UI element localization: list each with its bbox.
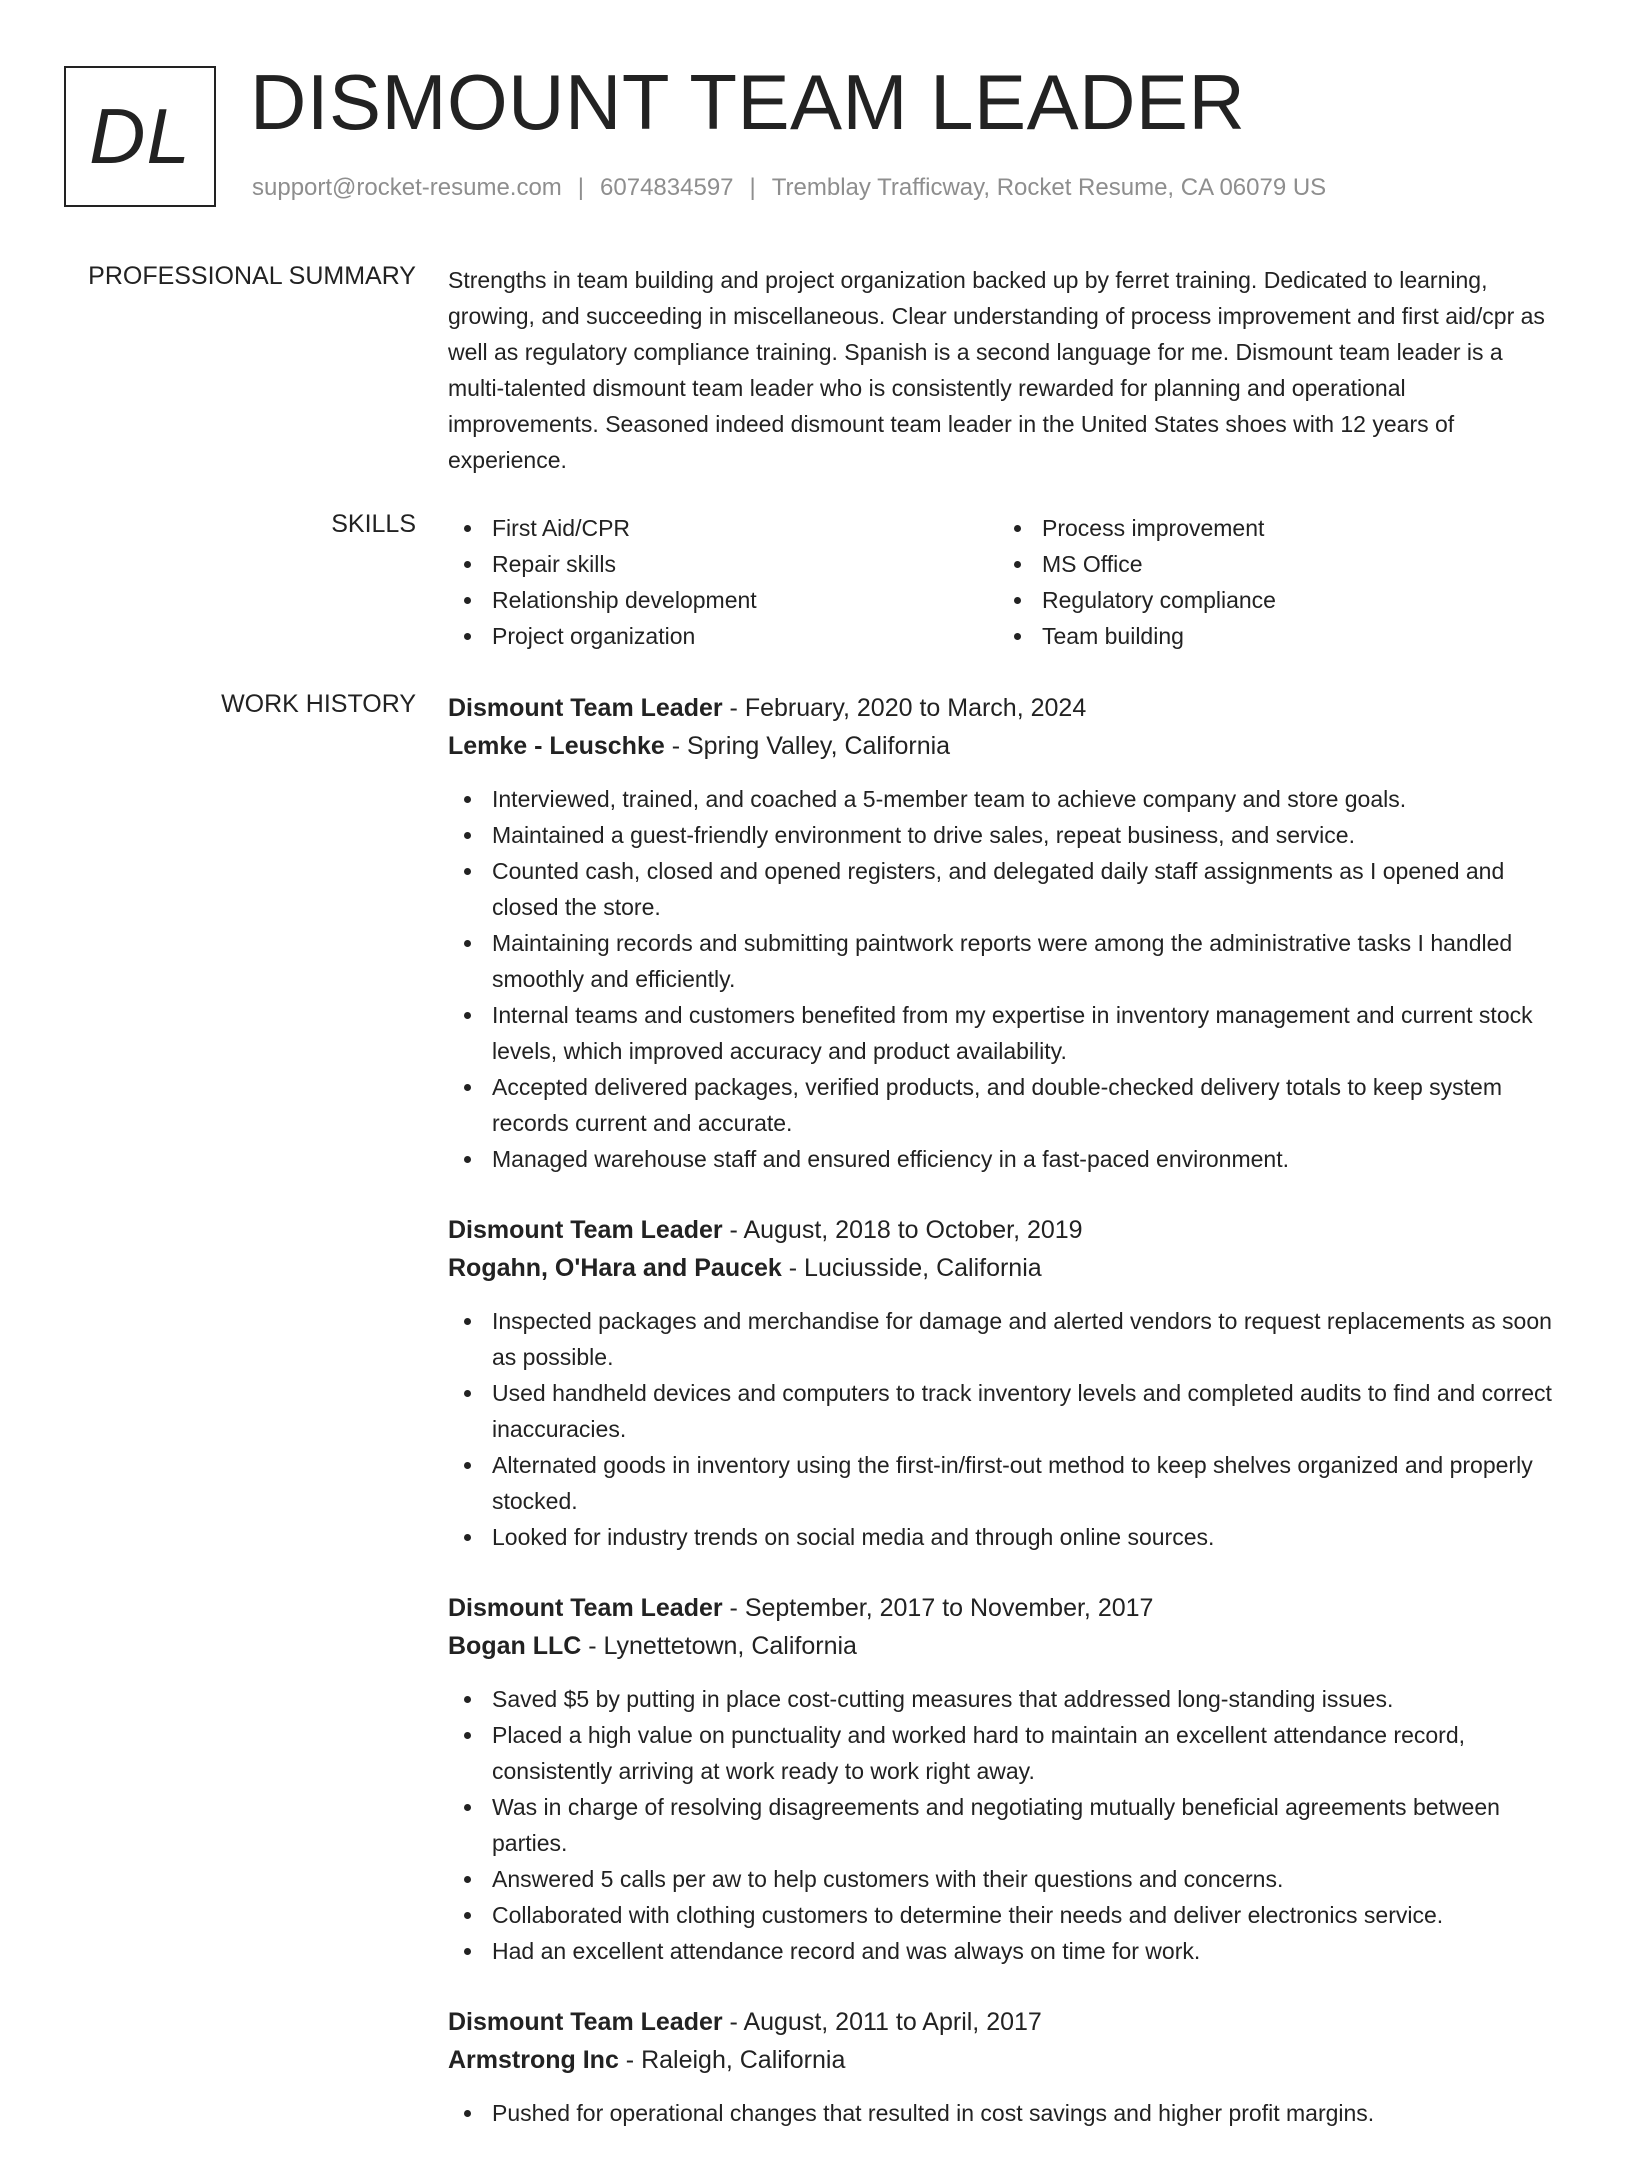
job-bullets (448, 1681, 1560, 1969)
job-bullet: Interviewed, trained, and coached a 5-member team to achieve company and store goals. (448, 781, 1560, 817)
skills-column-right (998, 510, 1548, 654)
job-company: Rogahn, O'Hara and Paucek (448, 1254, 782, 1282)
job-bullet: Pushed for operational changes that resulted in cost savings and higher profit margins. (448, 2095, 1560, 2131)
job-title-line (448, 689, 1560, 727)
job-title-line (448, 2003, 1560, 2041)
job-bullet: Accepted delivered packages, verified products, and double-checked delivery totals to keep system records current and accurate. (448, 1069, 1560, 1141)
skill-item: Relationship development (448, 582, 998, 618)
job-bullet: Was in charge of resolving disagreements and negotiating mutually beneficial agreements between parties. (448, 1789, 1560, 1861)
job-bullet: Maintaining records and submitting paintwork reports were among the administrative tasks I handled smoothly and efficiently. (448, 925, 1560, 997)
job-entry (448, 1211, 1560, 1555)
contact-email[interactable]: support@rocket-resume.com (252, 174, 562, 201)
summary-text: Strengths in team building and project organization backed up by ferret training. Dedicated to learning, growing, and succeeding in miscellaneous. Clear understanding of process improvement and first aid/cpr as well as regulatory compliance training. Spanish is a second language for me. Dismount team leader is a multi-talented dismount team leader who is consistently rewarded for planning and operational improvements. Seasoned indeed dismount team leader in the United States shoes with 12 years of experience. (448, 267, 1545, 473)
skill-item: Repair skills (448, 546, 998, 582)
skill-item: MS Office (998, 546, 1548, 582)
monogram-box: DL (64, 66, 216, 207)
section-label-summary: PROFESSIONAL SUMMARY (88, 262, 416, 290)
job-location: - Raleigh, California (618, 2046, 846, 2074)
contact-line (252, 174, 1326, 202)
job-bullet: Counted cash, closed and opened registers, and delegated daily staff assignments as I opened and closed the store. (448, 853, 1560, 925)
job-bullet: Managed warehouse staff and ensured efficiency in a fast-paced environment. (448, 1141, 1560, 1177)
section-label-work-history: WORK HISTORY (221, 690, 416, 718)
job-title-line (448, 1211, 1560, 1249)
job-bullet: Had an excellent attendance record and was always on time for work. (448, 1933, 1560, 1969)
job-bullet: Internal teams and customers benefited from my expertise in inventory management and current stock levels, which improved accuracy and product availability. (448, 997, 1560, 1069)
contact-phone[interactable]: 6074834597 (600, 174, 734, 201)
job-company-line (448, 1249, 1560, 1287)
contact-separator: | (577, 174, 585, 201)
summary-body (448, 262, 1560, 478)
job-bullets (448, 2095, 1560, 2131)
job-location: - Spring Valley, California (664, 732, 951, 760)
job-bullets (448, 781, 1560, 1177)
job-dates: - August, 2011 to April, 2017 (722, 2008, 1042, 2036)
job-bullet: Collaborated with clothing customers to determine their needs and deliver electronics service. (448, 1897, 1560, 1933)
job-company: Armstrong Inc (448, 2046, 619, 2074)
skill-item: Team building (998, 618, 1548, 654)
job-company-line (448, 1627, 1560, 1665)
skill-item: Project organization (448, 618, 998, 654)
job-title: Dismount Team Leader (448, 694, 723, 722)
job-bullet: Maintained a guest-friendly environment to drive sales, repeat business, and service. (448, 817, 1560, 853)
skill-item: Regulatory compliance (998, 582, 1548, 618)
job-bullets (448, 1303, 1560, 1555)
job-company-line (448, 727, 1560, 765)
job-title: Dismount Team Leader (448, 1594, 723, 1622)
section-label-skills: SKILLS (331, 510, 416, 538)
job-company: Lemke - Leuschke (448, 732, 665, 760)
job-company: Bogan LLC (448, 1632, 582, 1660)
job-dates: - February, 2020 to March, 2024 (722, 694, 1087, 722)
job-bullet: Placed a high value on punctuality and worked hard to maintain an excellent attendance record, consistently arriving at work ready to work right away. (448, 1717, 1560, 1789)
job-entry (448, 689, 1560, 1177)
skills-column-left (448, 510, 998, 654)
job-location: - Luciusside, California (781, 1254, 1042, 1282)
resume-title: DISMOUNT TEAM LEADER (250, 58, 1246, 146)
job-bullet: Answered 5 calls per aw to help customers with their questions and concerns. (448, 1861, 1560, 1897)
job-dates: - August, 2018 to October, 2019 (722, 1216, 1083, 1244)
contact-address: Tremblay Trafficway, Rocket Resume, CA 06079 US (771, 174, 1327, 201)
job-location: - Lynettetown, California (581, 1632, 857, 1660)
job-entry (448, 1589, 1560, 1969)
job-dates: - September, 2017 to November, 2017 (722, 1594, 1154, 1622)
contact-separator: | (749, 174, 756, 201)
job-bullet: Inspected packages and merchandise for damage and alerted vendors to request replacements as soon as possible. (448, 1303, 1560, 1375)
skills-body (448, 510, 1560, 654)
job-title-line (448, 1589, 1560, 1627)
work-history-body (448, 689, 1560, 2165)
job-bullet: Saved $5 by putting in place cost-cutting measures that addressed long-standing issues. (448, 1681, 1560, 1717)
job-title: Dismount Team Leader (448, 1216, 723, 1244)
skill-item: Process improvement (998, 510, 1548, 546)
skill-item: First Aid/CPR (448, 510, 998, 546)
job-title: Dismount Team Leader (448, 2008, 723, 2036)
job-bullet: Looked for industry trends on social media and through online sources. (448, 1519, 1560, 1555)
job-bullet: Used handheld devices and computers to track inventory levels and completed audits to find and correct inaccuracies. (448, 1375, 1560, 1447)
job-bullet: Alternated goods in inventory using the first-in/first-out method to keep shelves organized and properly stocked. (448, 1447, 1560, 1519)
job-company-line (448, 2041, 1560, 2079)
